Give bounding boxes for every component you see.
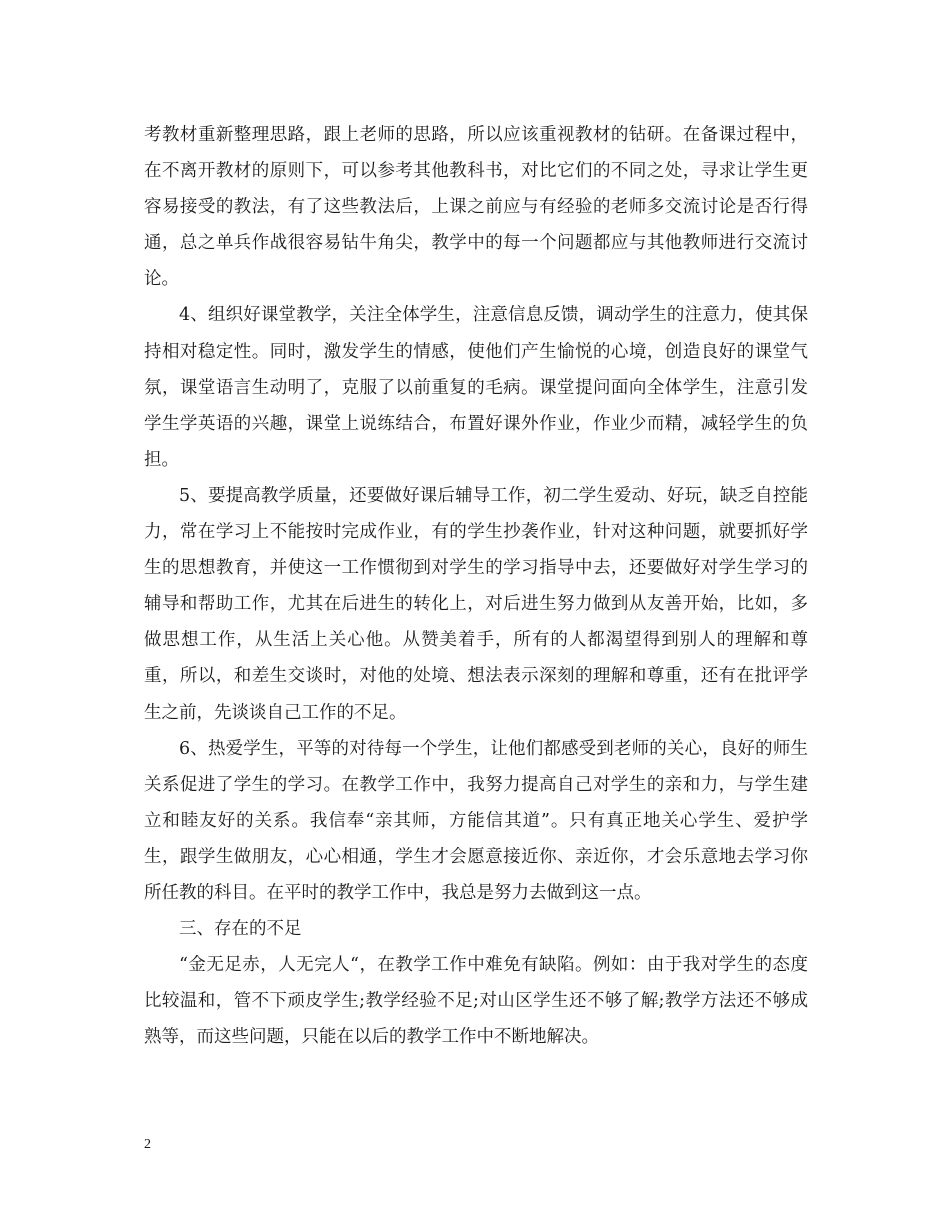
document-body [144,117,808,1055]
paragraph-shortcomings: “金无足赤，人无完人“，在教学工作中难免有缺陷。例如：由于我对学生的态度比较温和，管不下顽皮学生;教学经验不足;对山区学生还不够了解;教学方法还不够成熟等，而这些问题，只能在以后的教学工作中不断地解决。 [144,955,808,1048]
paragraph-continuation: 考教材重新整理思路，跟上老师的思路，所以应该重视教材的钻研。在备课过程中，在不离开教材的原则下，可以参考其他教科书，对比它们的不同之处，寻求让学生更容易接受的教法，有了这些教法后，上课之前应与有经验的老师多交流讨论是否行得通，总之单兵作战很容易钻牛角尖，教学中的每一个问题都应与其他教师进行交流讨论。 [144,125,808,290]
paragraph-item-5: 5、要提高教学质量，还要做好课后辅导工作，初二学生爱动、好玩，缺乏自控能力，常在学习上不能按时完成作业，有的学生抄袭作业，针对这种问题，就要抓好学生的思想教育，并使这一工作惯彻到对学生的学习指导中去，还要做好对学生学习的辅导和帮助工作，尤其在后进生的转化上，对后进生努力做到从友善开始，比如，多做思想工作，从生活上关心他。从赞美着手，所有的人都渴望得到别人的理解和尊重，所以，和差生交谈时，对他的处境、想法表示深刻的理解和尊重，还有在批评学生之前，先谈谈自己工作的不足。 [144,485,808,723]
page-number: 2 [144,1137,151,1152]
paragraph-item-6: 6、热爱学生，平等的对待每一个学生，让他们都感受到老师的关心，良好的师生关系促进了学生的学习。在教学工作中，我努力提高自己对学生的亲和力，与学生建立和睦友好的关系。我信奉“亲其师，方能信其道”。只有真正地关心学生、爱护学生，跟学生做朋友，心心相通，学生才会愿意接近你、亲近你，才会乐意地去学习你所任教的科目。在平时的教学工作中，我总是努力去做到这一点。 [144,738,808,903]
paragraph-item-4: 4、组织好课堂教学，关注全体学生，注意信息反馈，调动学生的注意力，使其保持相对稳定性。同时，激发学生的情感，使他们产生愉悦的心境，创造良好的课堂气氛，课堂语言生动明了，克服了以前重复的毛病。课堂提问面向全体学生，注意引发学生学英语的兴趣，课堂上说练结合，布置好课外作业，作业少而精，减轻学生的负担。 [144,305,808,470]
section-heading-shortcomings: 三、存在的不足 [179,919,302,940]
